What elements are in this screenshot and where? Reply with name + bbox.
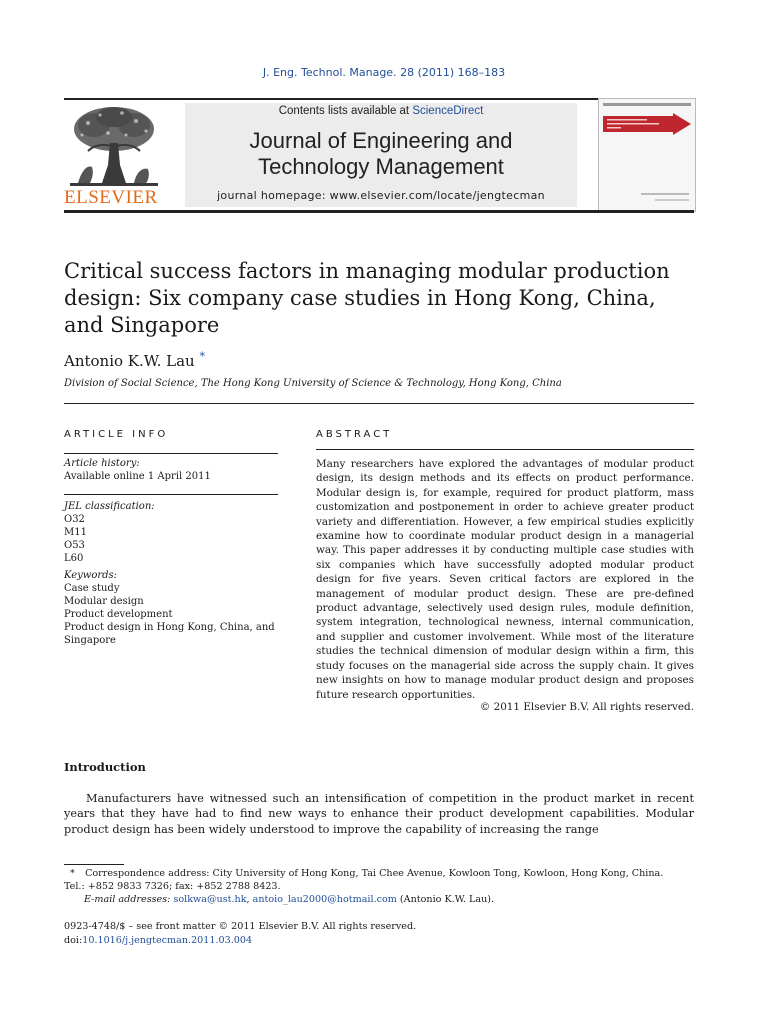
- article-info-heading: ARTICLE INFO: [64, 429, 169, 440]
- sciencedirect-link[interactable]: ScienceDirect: [412, 105, 484, 117]
- correspondence-address: Correspondence address: City University of Hong Kong, Tai Chee Avenue, Kowloon Tong, Kowloon, Hong Kong, China.: [85, 868, 664, 879]
- email-label: E-mail addresses:: [84, 894, 171, 905]
- article-history-label: Article history:: [64, 458, 140, 469]
- jel-code: L60: [64, 553, 84, 564]
- jel-label: JEL classification:: [64, 501, 155, 512]
- cover-arrow-icon: [603, 113, 691, 135]
- abstract-rule: [316, 449, 694, 450]
- correspondence-footnote: [64, 867, 694, 880]
- footnote-marker: *: [70, 868, 75, 879]
- article-history-value: Available online 1 April 2011: [64, 471, 211, 482]
- email-separator: ,: [246, 894, 253, 905]
- correspondence-marker[interactable]: *: [199, 350, 205, 363]
- email-link-2[interactable]: antoio_lau2000@hotmail.com: [252, 894, 397, 905]
- email-link-1[interactable]: solkwa@ust.hk: [173, 894, 247, 905]
- abstract-text: Many researchers have explored the advantages of modular product design, its design methods and its effects on product performance. Modular design is, for example, required for product platform, mass customization and postponement in order to achieve greater product variety and differentiation. However, a few empirical studies explicitly examine how to coordinate modular product design in a managerial way. This paper addresses it by conducting multiple case studies with six companies which have successfully adopted modular product design for five years. Seven critical factors are explored in the management of modular product design. These are pre-defined product advantage, selectively used design rules, module definition, system integration, technological newness, internal communication, and supplier and customer involvement. While most of the literature studies the technical dimension of modular design within a firm, this study focuses on the managerial side across the supply chain. It gives new insights on how to manage modular product design and proposes future research opportunities.: [316, 458, 694, 701]
- paper-title: [64, 258, 704, 339]
- introduction-heading: Introduction: [64, 760, 146, 774]
- doi-line: [64, 934, 694, 947]
- affiliation-rule: [64, 403, 694, 404]
- header-bottom-rule: [64, 210, 694, 213]
- keyword-item: Product development: [64, 609, 173, 620]
- elsevier-tree-icon: [64, 103, 164, 189]
- article-history: [64, 457, 278, 483]
- journal-title-line1: Journal of Engineering and: [249, 128, 513, 153]
- keywords: [64, 569, 278, 647]
- author-affiliation: Division of Social Science, The Hong Kong University of Science & Technology, Hong Kong, China: [64, 378, 562, 389]
- author-line: [64, 350, 205, 370]
- keyword-item: Singapore: [64, 635, 116, 646]
- doi-link[interactable]: 10.1016/j.jengtecman.2011.03.004: [82, 935, 253, 946]
- abstract-copyright: © 2011 Elsevier B.V. All rights reserved.: [479, 701, 694, 713]
- cover-footer-line-2: [655, 199, 689, 201]
- footnote-rule: [64, 864, 124, 865]
- elsevier-wordmark: ELSEVIER: [64, 187, 158, 208]
- jel-classification: [64, 500, 278, 565]
- jel-code: O53: [64, 540, 85, 551]
- doi-prefix: doi:: [64, 935, 83, 946]
- paper-title-line2: design: Six company case studies in Hong Kong, China,: [64, 286, 656, 310]
- journal-citation[interactable]: J. Eng. Technol. Manage. 28 (2011) 168–183: [262, 66, 506, 79]
- contents-line: [185, 105, 577, 117]
- article-info-rule-2: [64, 494, 278, 495]
- keyword-item: Modular design: [64, 596, 144, 607]
- journal-homepage[interactable]: journal homepage: www.elsevier.com/locate/jengtecman: [217, 189, 545, 202]
- email-suffix: (Antonio K.W. Lau).: [396, 894, 495, 905]
- keyword-item: Product design in Hong Kong, China, and: [64, 622, 275, 633]
- email-footnote: [64, 893, 714, 906]
- paper-title-line3: and Singapore: [64, 313, 220, 337]
- issn-line: 0923-4748/$ – see front matter © 2011 Elsevier B.V. All rights reserved.: [64, 921, 417, 932]
- jel-code: M11: [64, 527, 87, 538]
- journal-title: [185, 128, 577, 180]
- cover-footer-line: [641, 193, 689, 195]
- contents-prefix: Contents lists available at: [278, 105, 413, 117]
- introduction-paragraph: Manufacturers have witnessed such an intensification of competition in the product market in recent years that they have had to find new ways to enhance their product development capabilities. Modular product design has been widely understood to improve the capability of increasing the range: [64, 792, 694, 836]
- author-name[interactable]: Antonio K.W. Lau: [64, 352, 195, 370]
- cover-top-line: [603, 103, 691, 106]
- keyword-item: Case study: [64, 583, 120, 594]
- phone-footnote: Tel.: +852 9833 7326; fax: +852 2788 8423.: [64, 881, 281, 892]
- journal-cover-thumbnail[interactable]: [598, 98, 696, 212]
- journal-title-line2: Technology Management: [258, 154, 504, 179]
- elsevier-logo: [64, 103, 168, 207]
- keywords-label: Keywords:: [64, 570, 118, 581]
- article-info-rule-1: [64, 453, 278, 454]
- abstract-heading: ABSTRACT: [316, 429, 393, 440]
- paper-title-line1: Critical success factors in managing modular production: [64, 259, 670, 283]
- jel-code: O32: [64, 514, 85, 525]
